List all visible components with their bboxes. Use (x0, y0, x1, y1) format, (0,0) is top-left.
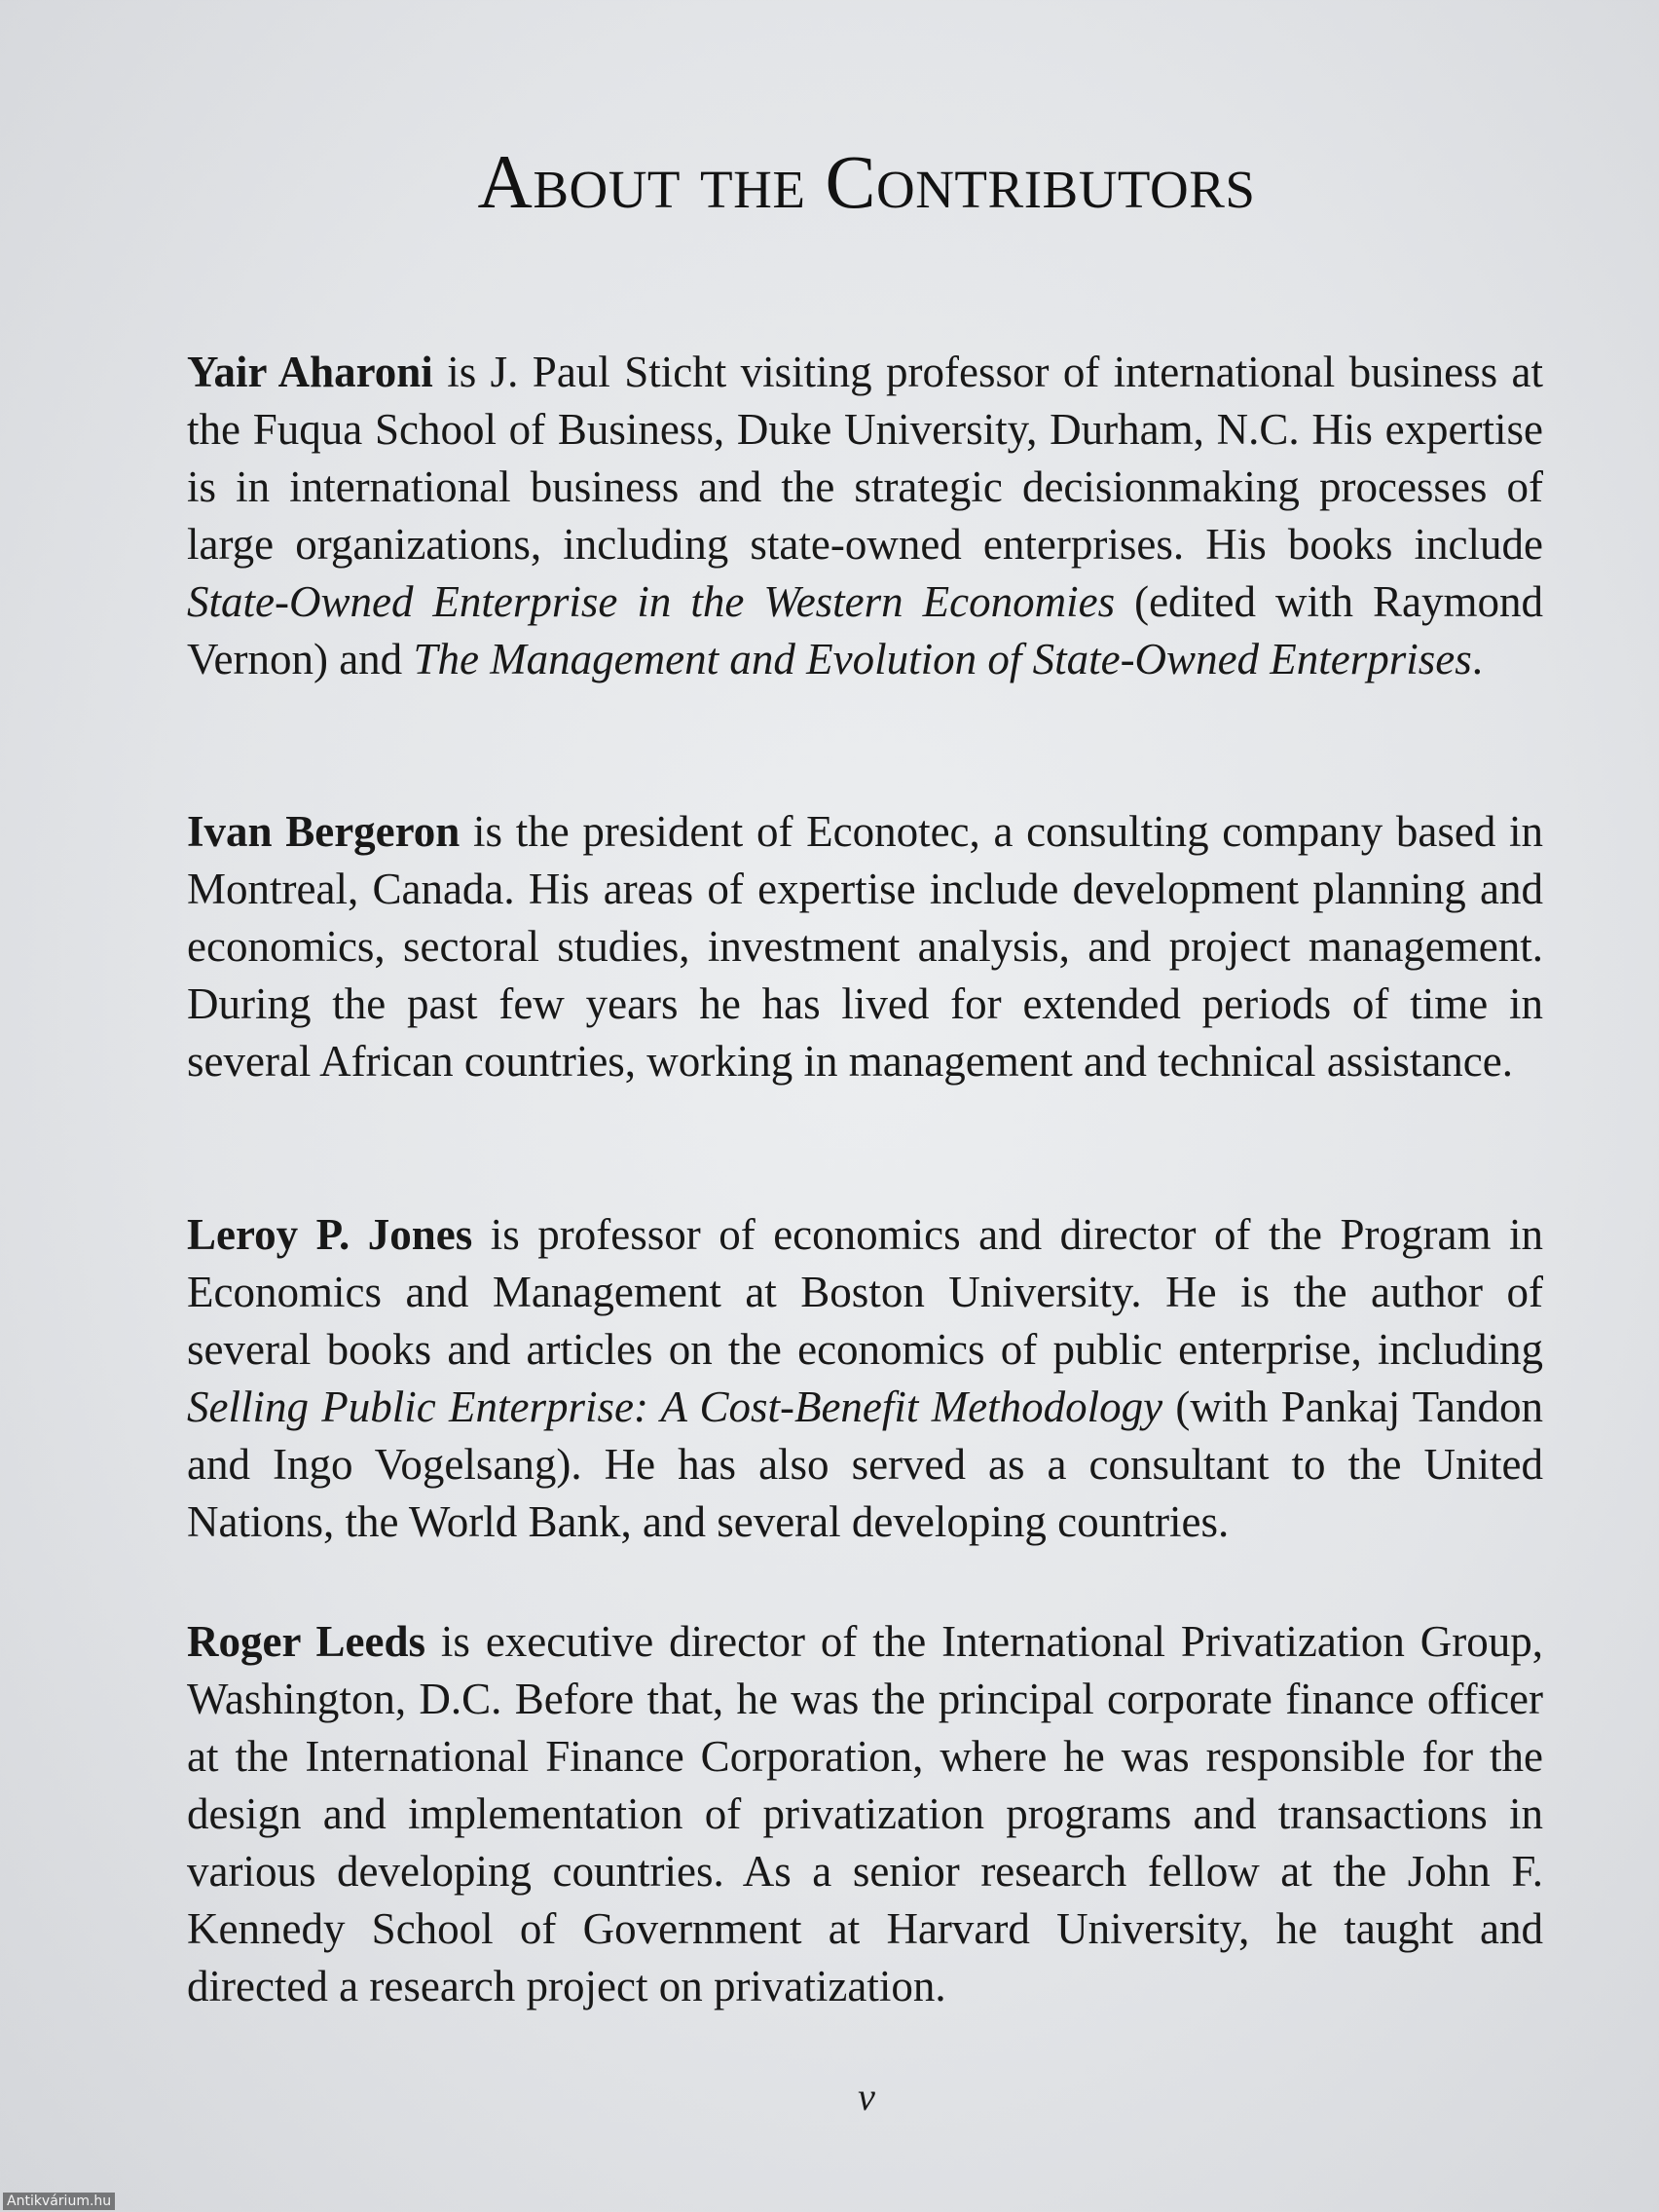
page-number: v (858, 2075, 875, 2119)
bio-text: is J. Paul Sticht visiting professor of international business at the Fuqua School of Business, Duke University, Durham, N.C. His expertise is in international business and the strategic decisionmaking processes of large organizations, including state-owned enterprises. His books include (187, 348, 1543, 569)
bio-text: (edited with Raymond Vernon) and (187, 577, 1543, 683)
page-title: About the Contributors (477, 139, 1256, 224)
bio-text: . (1471, 635, 1484, 683)
bio-text: is the president of Econotec, a consulting company based in Montreal, Canada. His areas of expertise include development planning and economics, sectoral studies, investment analysis, and project management. During the past few years he has lived for extended periods of time in several African countries, working in management and technical assistance. (187, 807, 1543, 1086)
contributor-name: Roger Leeds (187, 1617, 426, 1666)
contributor-entry-aharoni (187, 344, 1543, 688)
contributor-entry-jones (187, 1206, 1543, 1551)
contributor-entry-bergeron (187, 803, 1543, 1090)
contributor-entry-leeds (187, 1613, 1543, 2015)
contributor-name: Leroy P. Jones (187, 1210, 473, 1259)
book-title: State-Owned Enterprise in the Western Economies (187, 577, 1116, 626)
contributor-name: Ivan Bergeron (187, 807, 461, 856)
bio-text: (with Pankaj Tandon and Ingo Vogelsang). He has also served as a consultant to the United Nations, the World Bank, and several developing countries. (187, 1382, 1543, 1546)
bio-text: is professor of economics and director of the Program in Economics and Management at Boston University. He is the author of several books and articles on the economics of public enterprise, including (187, 1210, 1543, 1374)
contributor-name: Yair Aharoni (187, 348, 433, 396)
book-title: Selling Public Enterprise: A Cost-Benefit Methodology (187, 1382, 1163, 1431)
watermark: Antikvárium.hu (3, 2193, 115, 2210)
book-title: The Management and Evolution of State-Owned Enterprises (413, 635, 1472, 683)
bio-text: is executive director of the International Privatization Group, Washington, D.C. Before that, he was the principal corporate finance officer at the International Finance Corporation, where he was responsible for the design and implementation of privatization programs and transactions in various developing countries. As a senior research fellow at the John F. Kennedy School of Government at Harvard University, he taught and directed a research project on privatization. (187, 1617, 1543, 2010)
